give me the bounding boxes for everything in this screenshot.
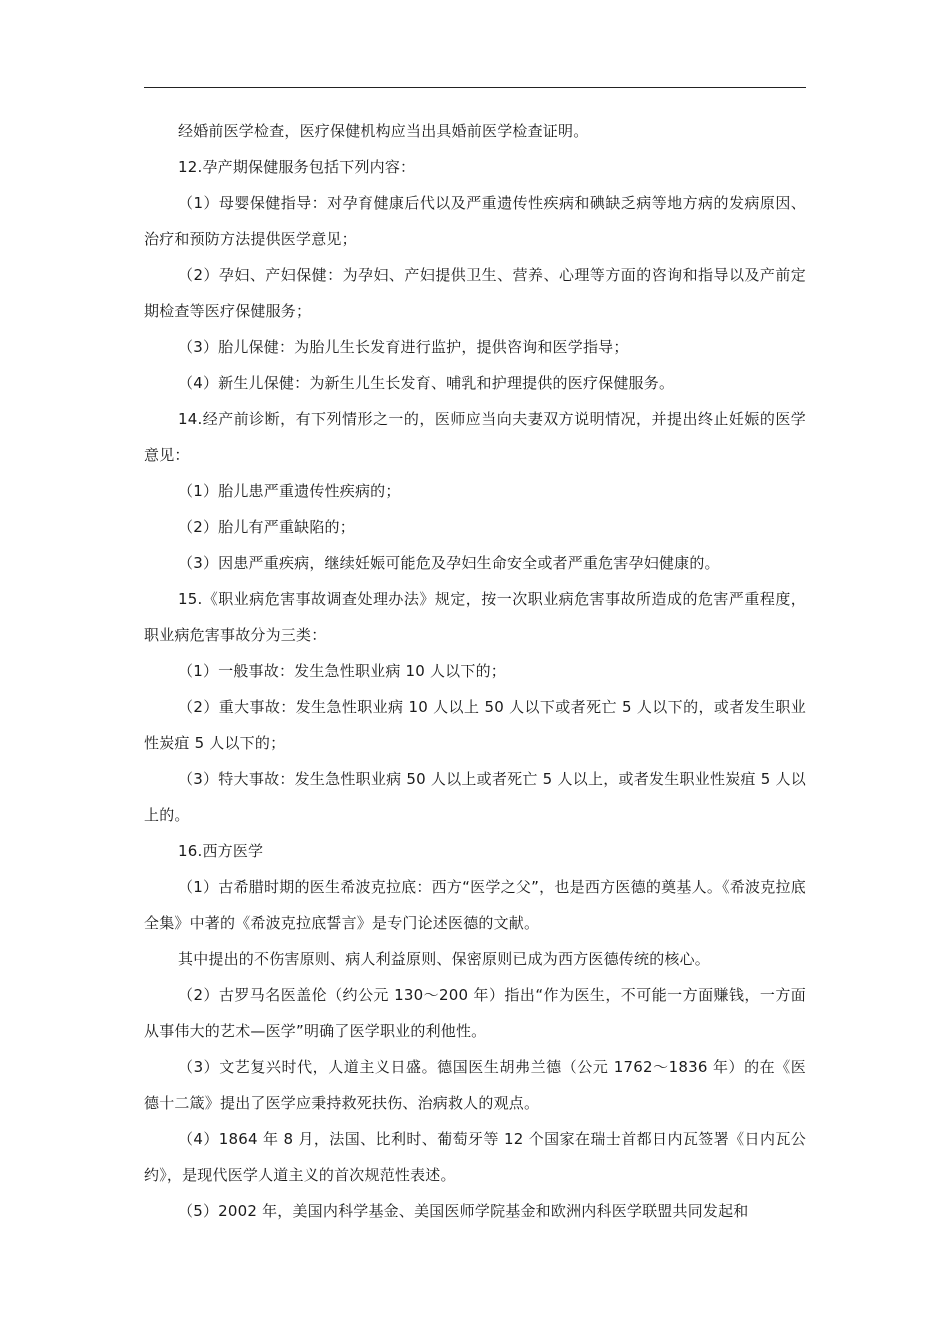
paragraph-item-15-heading: 15.《职业病危害事故调查处理办法》规定，按一次职业病危害事故所造成的危害严重程度，职业病危害事故分为三类： [144, 590, 806, 644]
header-rule [144, 87, 806, 88]
paragraph-item-12-4: （4）新生儿保健：为新生儿生长发育、哺乳和护理提供的医疗保健服务。 [178, 374, 675, 392]
paragraph-item-16-2: （2）古罗马名医盖伦（约公元 130～200 年）指出“作为医生，不可能一方面赚钱，一方面从事伟大的艺术—医学”明确了医学职业的利他性。 [144, 986, 806, 1040]
paragraph-item-14-2: （2）胎儿有严重缺陷的； [178, 518, 355, 536]
paragraph-item-14-heading: 14.经产前诊断，有下列情形之一的，医师应当向夫妻双方说明情况，并提出终止妊娠的医学意见： [144, 410, 806, 464]
paragraph-item-16-heading: 16.西方医学 [178, 842, 264, 860]
paragraph-item-15-1: （1）一般事故：发生急性职业病 10 人以下的； [178, 662, 506, 680]
paragraph-item-16-5: （5）2002 年，美国内科学基金、美国医师学院基金和欧洲内科医学联盟共同发起和 [178, 1202, 749, 1220]
paragraph-item-12-3: （3）胎儿保健：为胎儿生长发育进行监护，提供咨询和医学指导； [178, 338, 629, 356]
paragraph-premarital-certificate: 经婚前医学检查，医疗保健机构应当出具婚前医学检查证明。 [178, 122, 589, 140]
paragraph-item-16-1-note: 其中提出的不伤害原则、病人利益原则、保密原则已成为西方医德传统的核心。 [178, 950, 711, 968]
paragraph-item-12-heading: 12.孕产期保健服务包括下列内容： [178, 158, 416, 176]
paragraph-item-12-1: （1）母婴保健指导：对孕育健康后代以及严重遗传性疾病和碘缺乏病等地方病的发病原因、治疗和预防方法提供医学意见； [144, 194, 806, 248]
paragraph-item-16-3: （3）文艺复兴时代，人道主义日盛。德国医生胡弗兰德（公元 1762～1836 年）的在《医德十二箴》提出了医学应秉持救死扶伤、治病救人的观点。 [144, 1058, 806, 1112]
paragraph-item-15-3: （3）特大事故：发生急性职业病 50 人以上或者死亡 5 人以上，或者发生职业性炭疽 5 人以上的。 [144, 770, 806, 824]
document-body [144, 113, 806, 1229]
paragraph-item-15-2: （2）重大事故：发生急性职业病 10 人以上 50 人以下或者死亡 5 人以下的，或者发生职业性炭疽 5 人以下的； [144, 698, 806, 752]
paragraph-item-14-3: （3）因患严重疾病，继续妊娠可能危及孕妇生命安全或者严重危害孕妇健康的。 [178, 554, 720, 572]
paragraph-item-14-1: （1）胎儿患严重遗传性疾病的； [178, 482, 401, 500]
paragraph-item-16-1: （1）古希腊时期的医生希波克拉底：西方“医学之父”，也是西方医德的奠基人。《希波克拉底全集》中著的《希波克拉底誓言》是专门论述医德的文献。 [144, 878, 806, 932]
paragraph-item-12-2: （2）孕妇、产妇保健：为孕妇、产妇提供卫生、营养、心理等方面的咨询和指导以及产前定期检查等医疗保健服务； [144, 266, 806, 320]
paragraph-item-16-4: （4）1864 年 8 月，法国、比利时、葡萄牙等 12 个国家在瑞士首都日内瓦签署《日内瓦公约》，是现代医学人道主义的首次规范性表述。 [144, 1130, 806, 1184]
